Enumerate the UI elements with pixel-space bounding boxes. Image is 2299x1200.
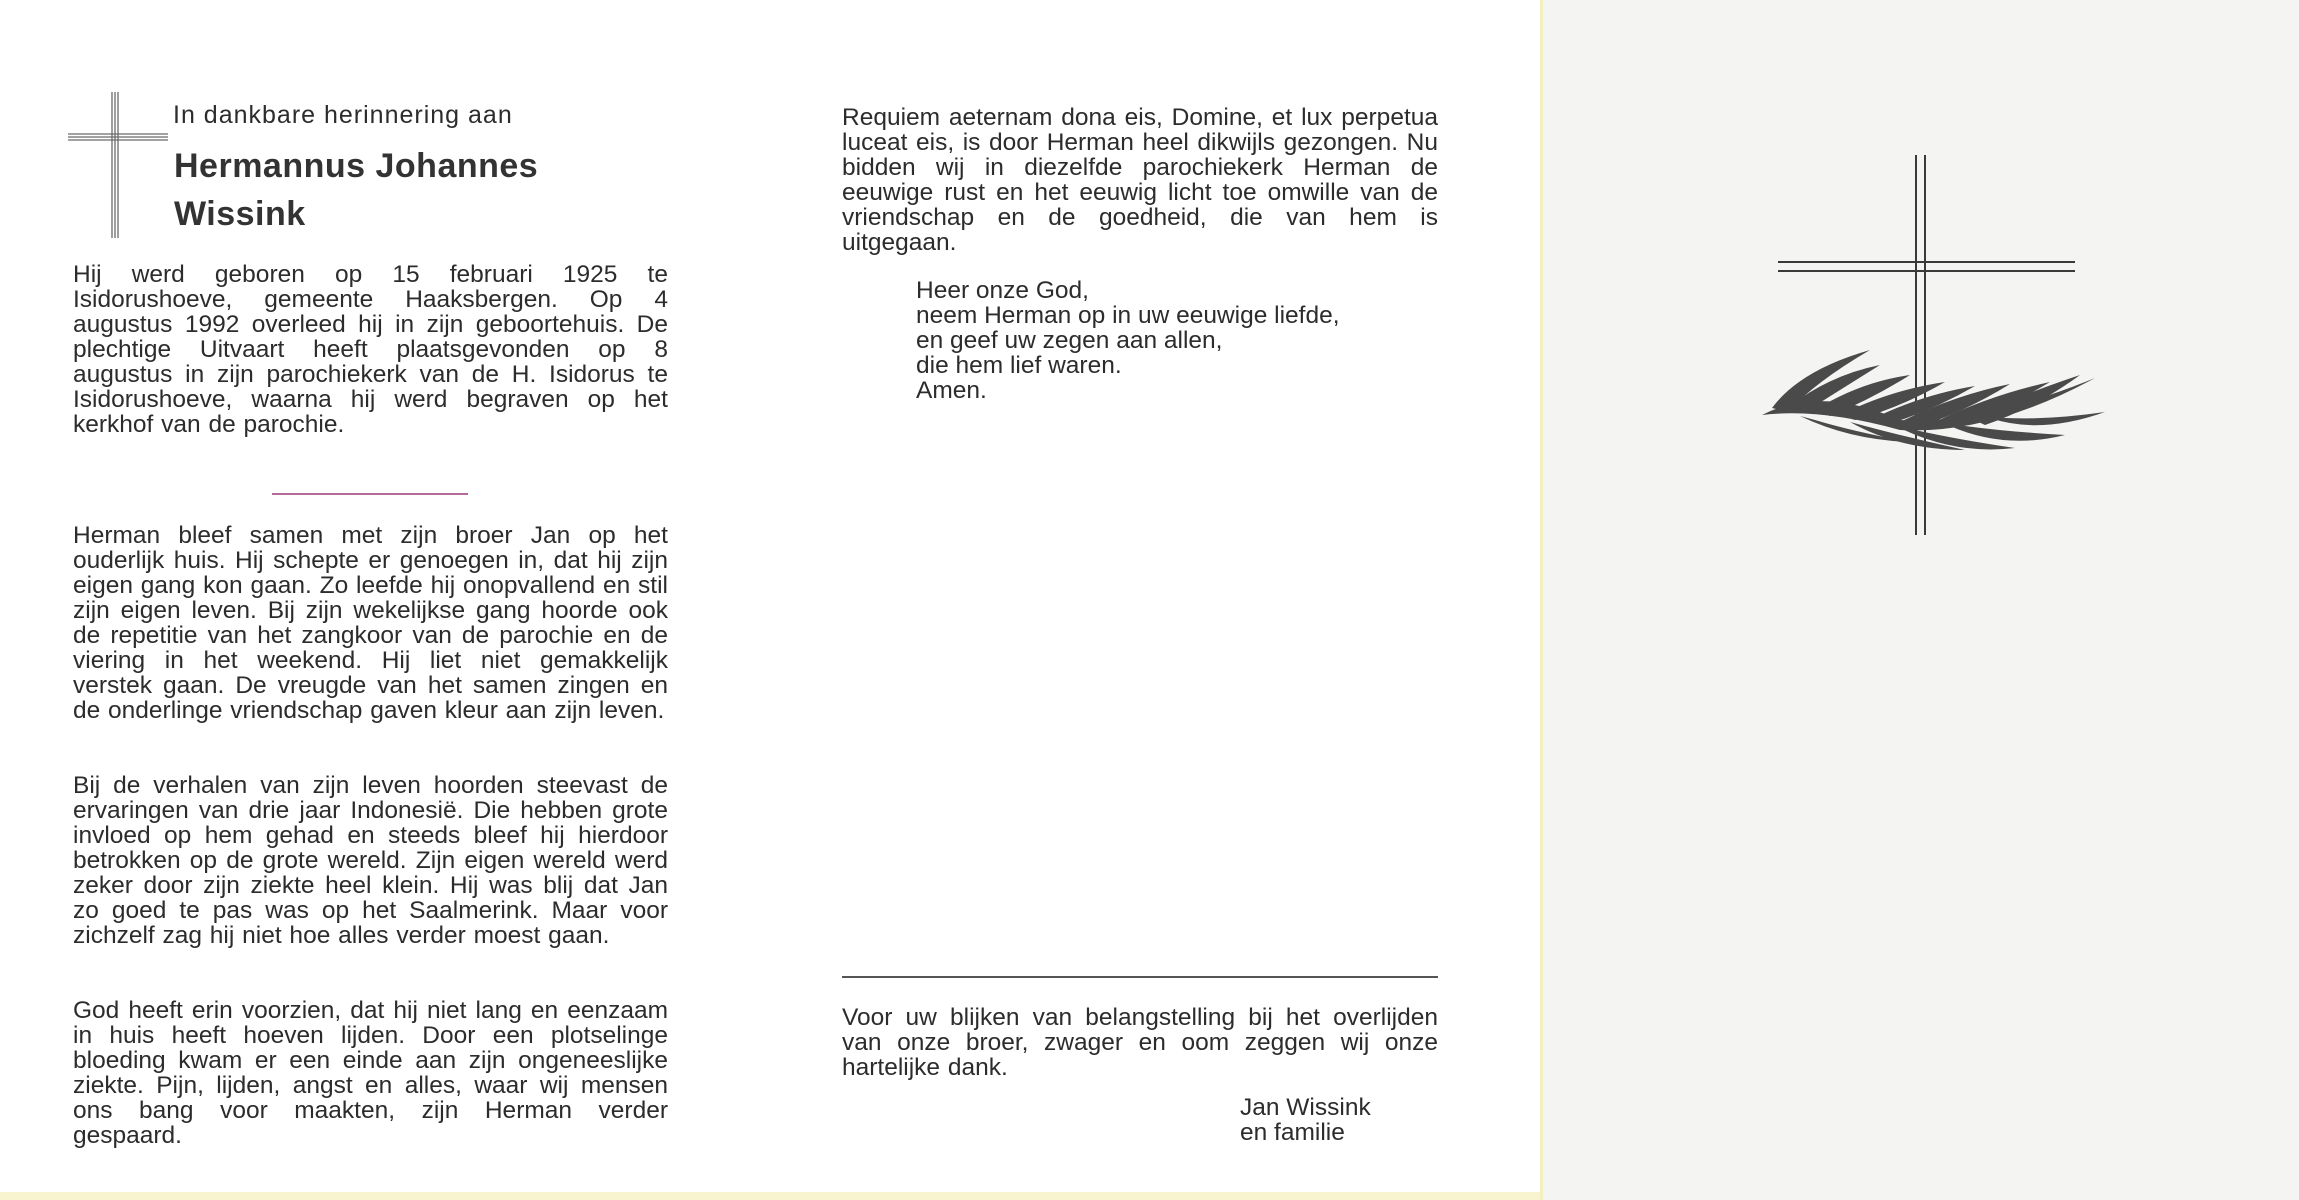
- signature-block: [1240, 1095, 1371, 1145]
- intro-text: In dankbare herinnering aan: [173, 101, 513, 129]
- section-divider: [272, 493, 468, 495]
- prayer-line: neem Herman op in uw eeuwige liefde,: [916, 302, 1340, 329]
- prayer-line: Amen.: [916, 377, 987, 404]
- requiem-paragraph: Requiem aeternam dona eis, Domine, et lux perpetua luceat eis, is door Herman heel dikwijls gezongen. Nu bidden wij in diezelfde parochiekerk Herman de eeuwige rust en het eeuwig licht toe omwille van de vriendschap en de goedheid, die van hem is uitgegaan.: [842, 104, 1438, 256]
- signature-family: en familie: [1240, 1119, 1345, 1146]
- life-paragraph-1: Herman bleef samen met zijn broer Jan op het ouderlijk huis. Hij schepte er genoegen in, dat hij zijn eigen gang kon gaan. Zo leefde hij onopvallend en stil zijn eigen leven. Bij zijn wekelijkse gang hoorde ook de repetitie van het zangkoor van de parochie en de viering in het weekend. Hij liet niet gemakkelijk verstek gaan. De vreugde van het samen zingen en de onderlinge vriendschap gaven kleur aan zijn leven.: [73, 522, 668, 724]
- left-page: [0, 0, 760, 1200]
- deceased-surname: Wissink: [174, 195, 306, 233]
- prayer-block: [916, 278, 1340, 403]
- prayer-line: en geef uw zegen aan allen,: [916, 327, 1223, 354]
- prayer-line: die hem lief waren.: [916, 352, 1122, 379]
- prayer-line: Heer onze God,: [916, 277, 1089, 304]
- cross-icon: [68, 90, 168, 240]
- paper-edge: [0, 1192, 1540, 1200]
- deceased-first-names: Hermannus Johannes: [174, 147, 539, 185]
- cross-palm-icon: [1760, 150, 2110, 540]
- signature-name: Jan Wissink: [1240, 1094, 1371, 1121]
- biography-paragraph: Hij werd geboren op 15 februari 1925 te Isidorushoeve, gemeente Haaksbergen. Op 4 augustus 1992 overleed hij in zijn geboortehuis. De plechtige Uitvaart heeft plaatsgevonden op 8 augustus in zijn parochiekerk van de H. Isidorus te Isidorushoeve, waarna hij werd begraven op het kerkhof van de parochie.: [73, 261, 668, 438]
- life-paragraph-3: God heeft erin voorzien, dat hij niet lang en eenzaam in huis heeft hoeven lijden. Door een plotselinge bloeding kwam er een einde aan zijn ongeneeslijke ziekte. Pijn, lijden, angst en alles, waar wij mensen ons bang voor maakten, zijn Herman verder gespaard.: [73, 997, 668, 1149]
- life-paragraph-2: Bij de verhalen van zijn leven hoorden steevast de ervaringen van drie jaar Indonesië. Die hebben grote invloed op hem gehad en steeds bleef hij hierdoor betrokken op de grote wereld. Zijn eigen wereld werd zeker door zijn ziekte heel klein. Hij was blij dat Jan zo goed te pas was op het Saalmerink. Maar voor zichzelf zag hij niet hoe alles verder moest gaan.: [73, 772, 668, 949]
- thanks-divider: [842, 976, 1438, 978]
- thanks-paragraph: Voor uw blijken van belangstelling bij het overlijden van onze broer, zwager en oom zeggen wij onze hartelijke dank.: [842, 1004, 1438, 1081]
